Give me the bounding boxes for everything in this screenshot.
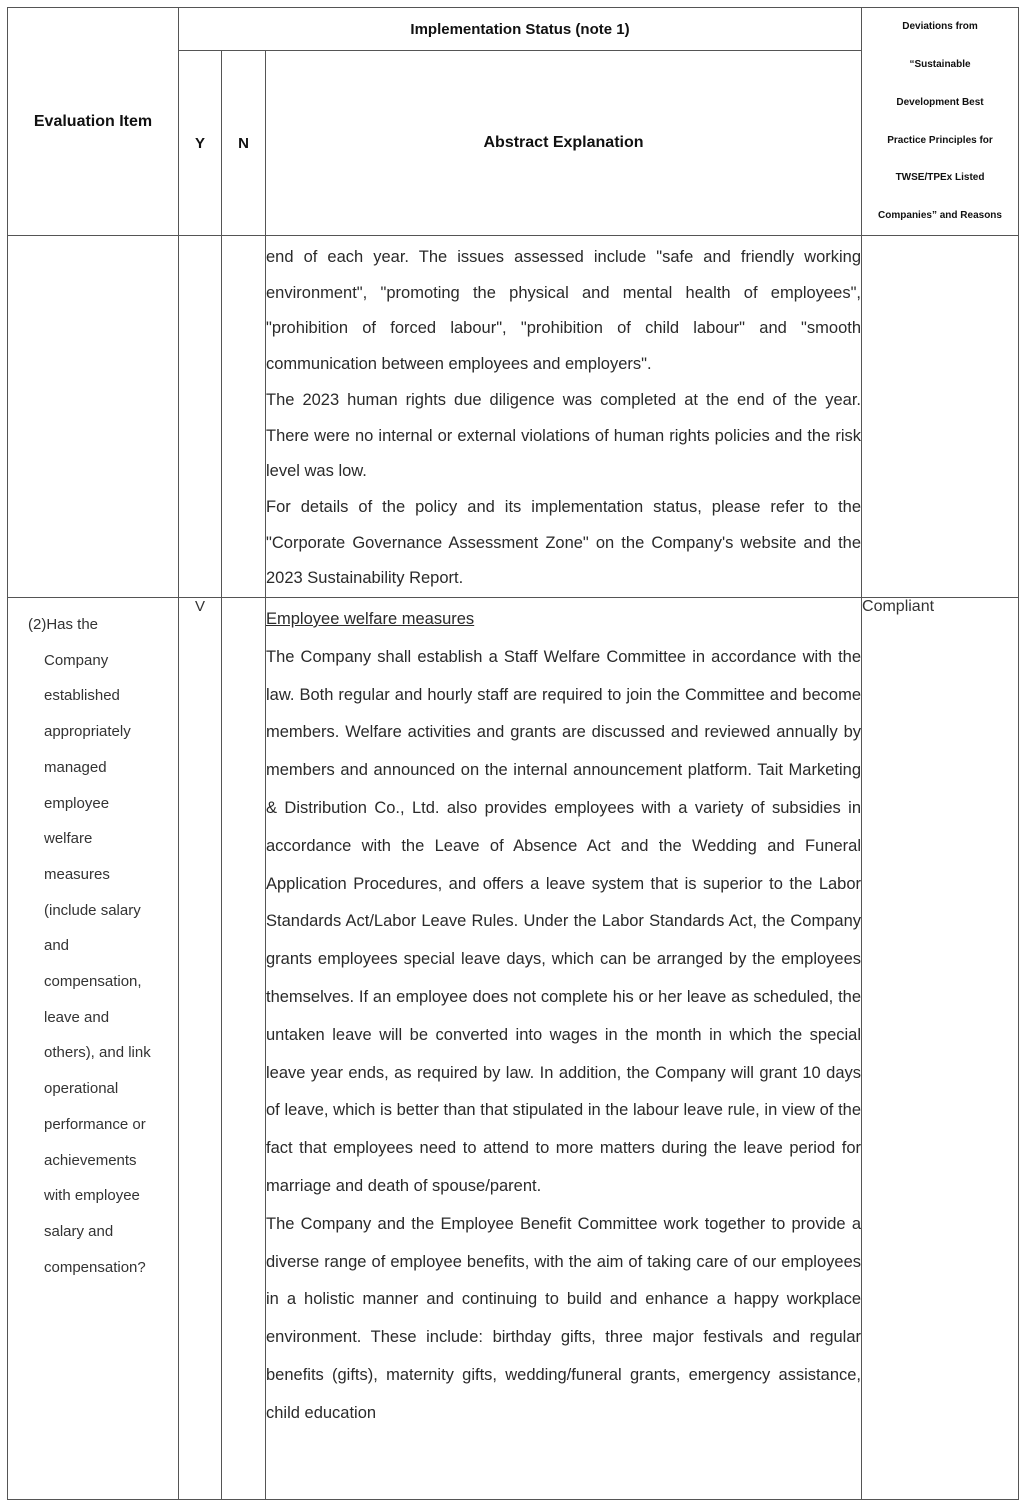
evaluation-line: appropriately — [44, 723, 131, 741]
evaluation-line: managed — [44, 758, 107, 776]
evaluation-line: others), and link — [44, 1044, 151, 1062]
evaluation-line: compensation, — [44, 973, 142, 991]
deviation-status: Compliant — [862, 598, 1019, 1500]
explanation-paragraph: For details of the policy and its implementation status, please refer to the "Corporate Governance Assessment Zone" on the Company's website and the 2023 Sustainability Report. — [266, 497, 862, 588]
explanation-paragraph: The Company and the Employee Benefit Committee work together to provide a diverse range of employee benefits, with the aim of taking care of our employees in a holistic manner and continuing to build and enhance a happy workplace environment. These include: birthday gifts, three major festivals and regular benefits (gifts), maternity gifts, wedding/funeral grants, emergency assistance, child education — [266, 1214, 862, 1422]
evaluation-line: (include salary — [44, 901, 141, 919]
header-deviations-line: Deviations from — [902, 21, 978, 33]
evaluation-line: established — [44, 687, 120, 705]
n-mark — [222, 598, 266, 1500]
evaluation-item-cell — [8, 236, 179, 598]
header-implementation-status: Implementation Status (note 1) — [179, 8, 862, 51]
evaluation-line: salary and — [44, 1222, 114, 1240]
evaluation-line: (2)Has the — [28, 616, 99, 634]
evaluation-table — [7, 7, 1019, 1500]
header-deviations-line: Companies” and Reasons — [878, 210, 1002, 222]
explanation-paragraph: The Company shall establish a Staff Welfare Committee in accordance with the law. Both regular and hourly staff are required to join the Committee and become members. Welfare activities and grants are discussed and reviewed annually by members and announced on the internal announcement platform. Tait Marketing & Distribution Co., Ltd. also provides employees with a variety of subsidies in accordance with the Leave of Absence Act and the Wedding and Funeral Application Procedures, and offers a leave system that is superior to the Labor Standards Act/Labor Leave Rules. Under the Labor Standards Act, the Company grants employees special leave days, which can be arranged by the employees themselves. If an employee does not complete his or her leave as scheduled, the untaken leave will be converted into wages in the month in which the special leave year ends, as required by law. In addition, the Company will grant 10 days of leave, which is better than that stipulated in the labour leave rule, in view of the fact that employees need to attend to more matters during the leave period for marriage and death of spouse/parent. — [266, 647, 862, 1195]
deviation-cell — [862, 236, 1019, 598]
header-deviations — [862, 8, 1019, 236]
evaluation-item-cell — [8, 598, 179, 1500]
evaluation-line: and — [44, 937, 70, 955]
table-row — [8, 598, 1019, 1500]
header-deviations-line: TWSE/TPEx Listed — [895, 172, 985, 184]
evaluation-line: welfare — [44, 830, 93, 848]
y-cell — [179, 236, 222, 598]
explanation-paragraph: The 2023 human rights due diligence was completed at the end of the year. There were no internal or external violations of human rights policies and the risk level was low. — [266, 390, 862, 481]
y-mark: V — [179, 598, 222, 1500]
header-abstract-explanation: Abstract Explanation — [266, 51, 862, 236]
evaluation-line: compensation? — [44, 1258, 146, 1276]
header-y: Y — [179, 51, 222, 236]
evaluation-item-text — [8, 598, 178, 1285]
header-evaluation-item: Evaluation Item — [8, 8, 179, 236]
explanation-paragraph: end of each year. The issues assessed include "safe and friendly working environment", "promoting the physical and mental health of employees", "prohibition of forced labour", "prohibition of child labour" and "smooth communication between employees and employers". — [266, 248, 862, 374]
evaluation-line: performance or — [44, 1115, 146, 1133]
header-deviations-line: Development Best — [896, 96, 984, 108]
evaluation-line: leave and — [44, 1008, 110, 1026]
evaluation-line: achievements — [44, 1151, 137, 1169]
header-deviations-line: Practice Principles for — [887, 134, 993, 146]
header-deviations-line: “Sustainable — [909, 58, 971, 70]
explanation-heading: Employee welfare measures — [266, 610, 475, 629]
evaluation-line: Company — [44, 651, 109, 669]
evaluation-line: measures — [44, 865, 110, 883]
abstract-explanation-cell — [266, 236, 862, 598]
n-cell — [222, 236, 266, 598]
evaluation-line: with employee — [44, 1187, 140, 1205]
header-n: N — [222, 51, 266, 236]
evaluation-line: operational — [44, 1080, 119, 1098]
table-row — [8, 236, 1019, 598]
evaluation-line: employee — [44, 794, 110, 812]
abstract-explanation-cell — [266, 598, 862, 1500]
